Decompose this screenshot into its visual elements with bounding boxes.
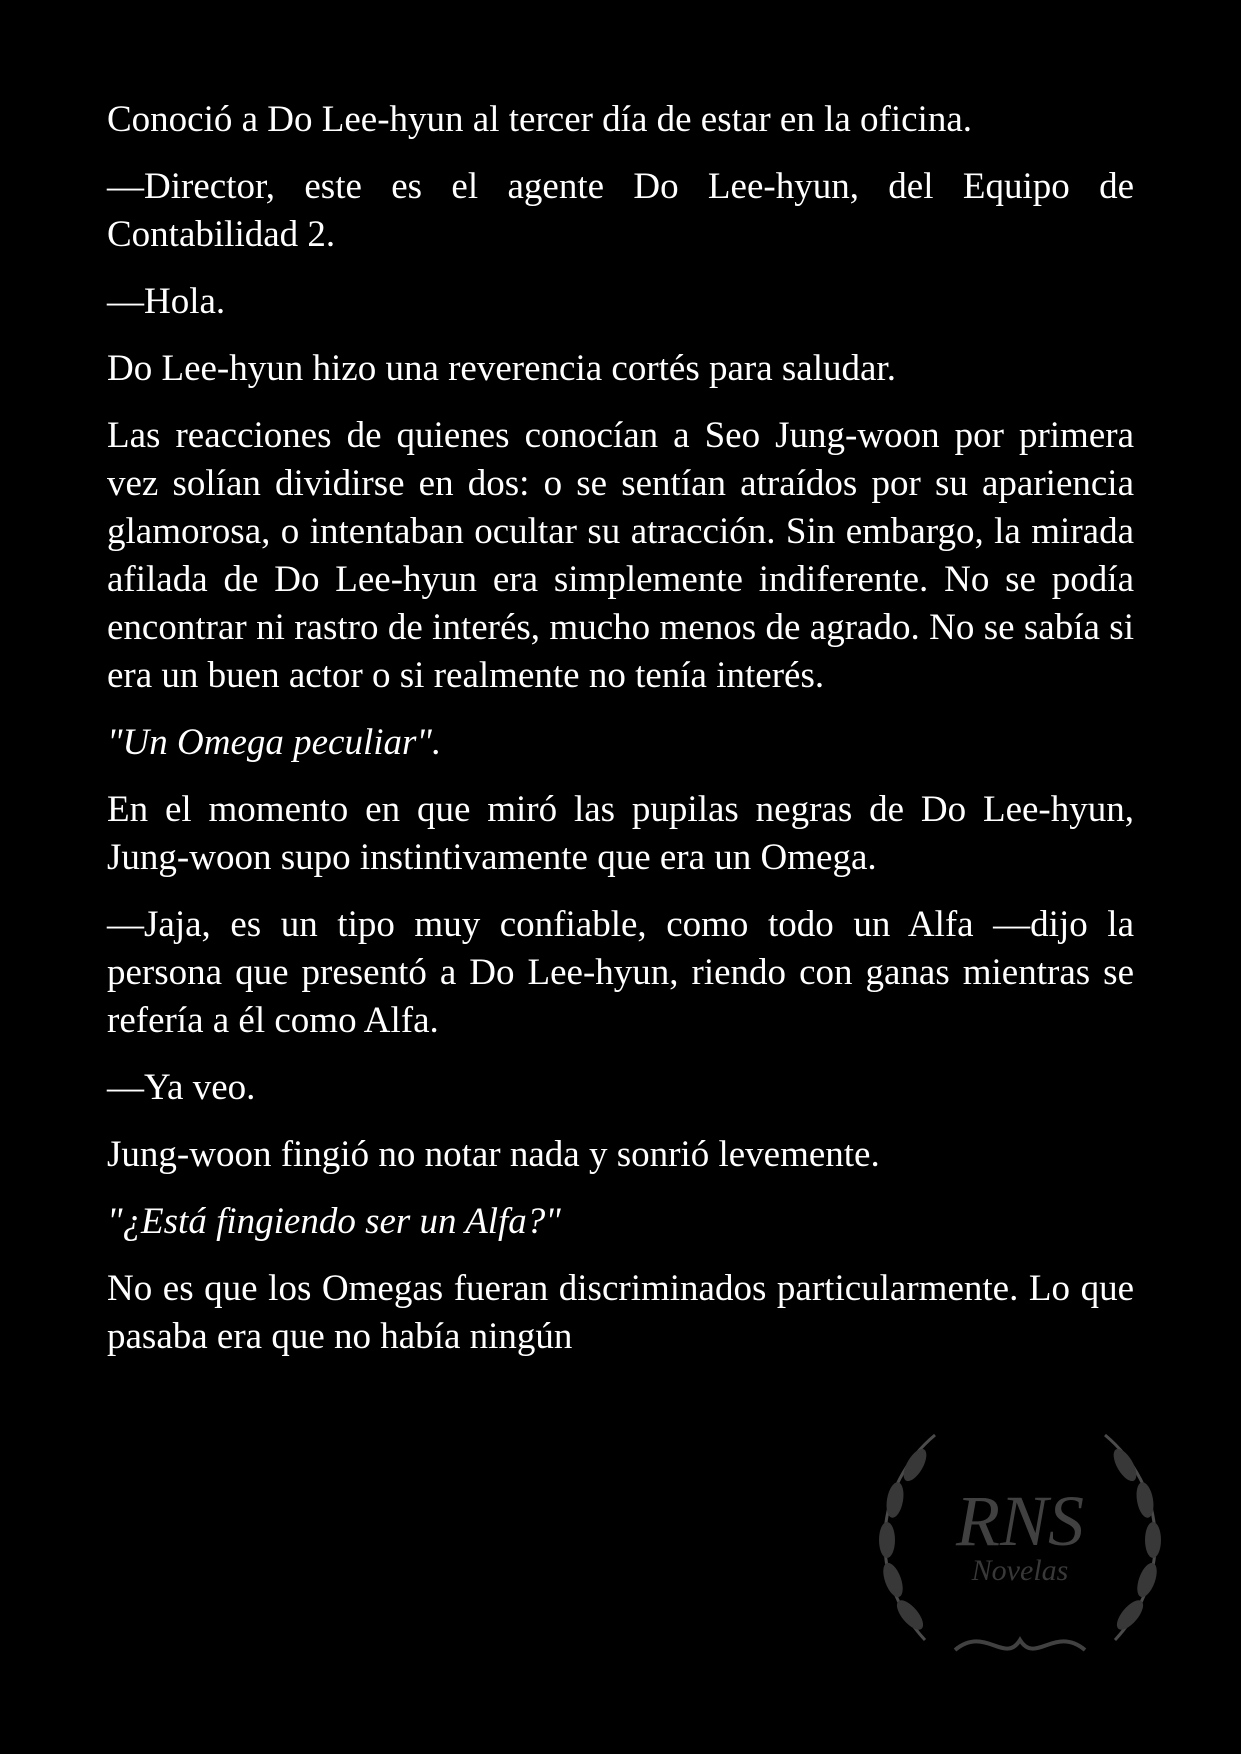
paragraph: —Director, este es el agente Do Lee-hyun, del Equipo de Contabilidad 2. — [107, 166, 1134, 255]
paragraph: —Hola. — [107, 281, 226, 322]
rns-novelas-watermark-logo — [845, 1425, 1195, 1675]
paragraph: No es que los Omegas fueran discriminados particularmente. Lo que pasaba era que no había ningún — [107, 1268, 1134, 1357]
paragraph: Jung-woon fingió no notar nada y sonrió levemente. — [107, 1134, 880, 1175]
svg-text:RNS: RNS — [955, 1481, 1085, 1561]
paragraph: —Jaja, es un tipo muy confiable, como todo un Alfa —dijo la persona que presentó a Do Lee-hyun, riendo con ganas mientras se refería a él como Alfa. — [107, 904, 1134, 1041]
svg-text:Novelas: Novelas — [971, 1554, 1069, 1587]
paragraph: Do Lee-hyun hizo una reverencia cortés para saludar. — [107, 348, 896, 389]
paragraph: —Ya veo. — [107, 1067, 256, 1108]
paragraph: Conoció a Do Lee-hyun al tercer día de estar en la oficina. — [107, 99, 973, 140]
paragraph: En el momento en que miró las pupilas negras de Do Lee-hyun, Jung-woon supo instintivamente que era un Omega. — [107, 789, 1134, 878]
italic-thought: "Un Omega peculiar". — [107, 722, 442, 763]
italic-thought: "¿Está fingiendo ser un Alfa?" — [107, 1201, 561, 1242]
document-body — [107, 96, 1134, 1380]
paragraph: Las reacciones de quienes conocían a Seo Jung-woon por primera vez solían dividirse en dos: o se sentían atraídos por su apariencia glamorosa, o intentaban ocultar su atracción. Sin embargo, la mirada afilada de Do Lee-hyun era simplemente indiferente. No se podía encontrar ni rastro de interés, mucho menos de agrado. No se sabía si era un buen actor o si realmente no tenía interés. — [107, 415, 1134, 696]
